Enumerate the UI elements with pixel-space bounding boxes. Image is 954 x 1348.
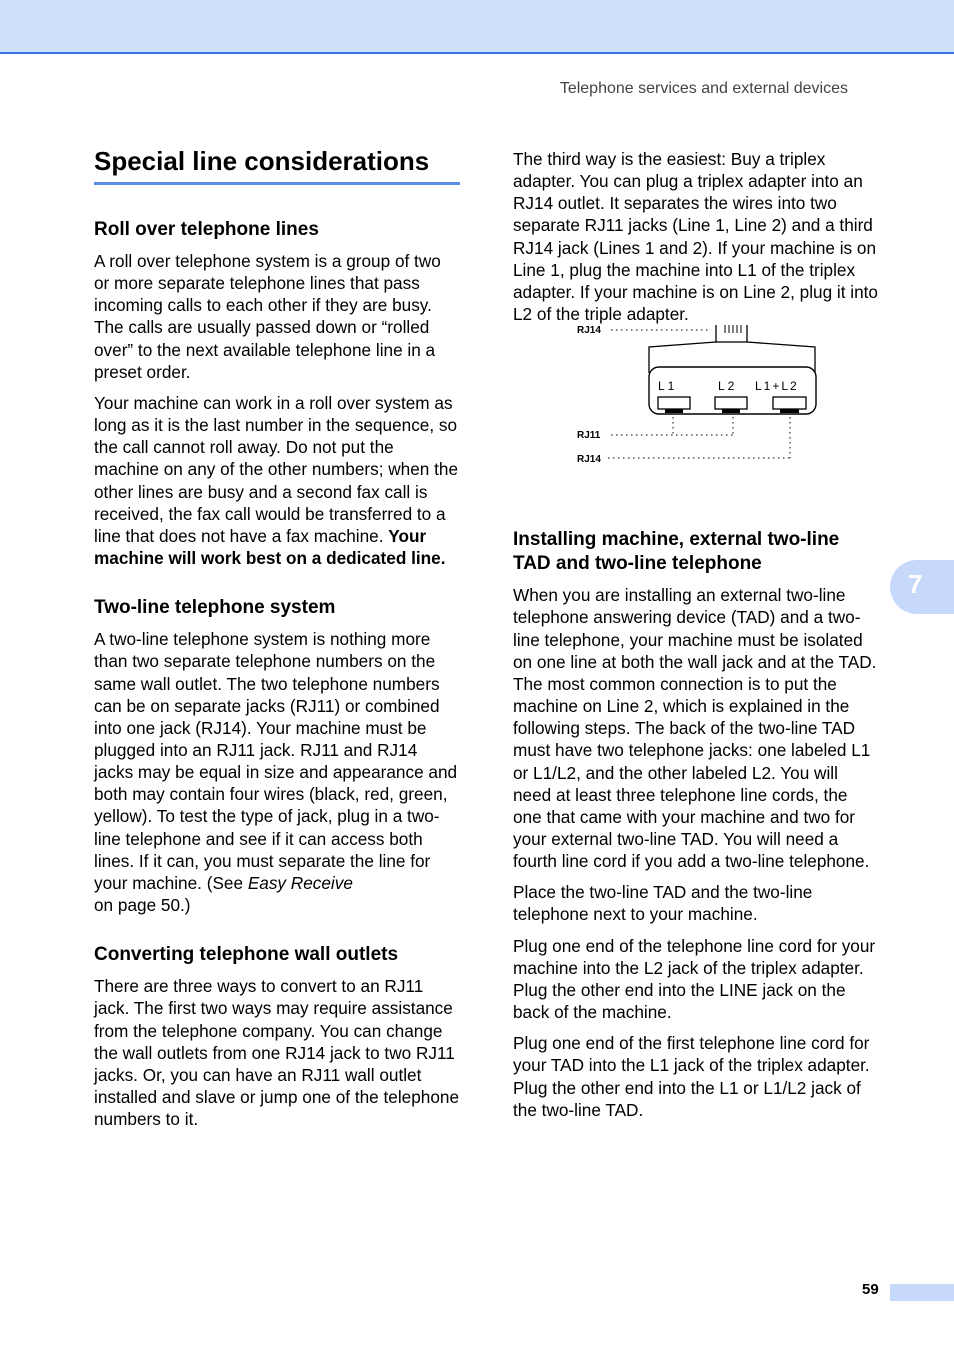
label-l1-l2: L1+L2 bbox=[755, 379, 799, 394]
port-l1-l2 bbox=[773, 397, 806, 409]
paragraph: Plug one end of the telephone line cord for your machine into the L2 jack of the triplex adapter. Plug the other end into the LINE jack on the back of the machine. bbox=[513, 935, 876, 1023]
paragraph bbox=[94, 392, 460, 569]
left-column bbox=[94, 142, 460, 1130]
triplex-adapter-figure bbox=[513, 325, 879, 520]
chapter-number: 7 bbox=[908, 569, 923, 599]
label-l1: L1 bbox=[658, 379, 678, 394]
port-l2 bbox=[715, 397, 747, 409]
chapter-tab bbox=[890, 560, 954, 614]
running-title: Telephone services and external devices bbox=[559, 80, 848, 97]
page-tab bbox=[890, 1284, 954, 1301]
section-heading-roll-over: Roll over telephone lines bbox=[94, 219, 319, 240]
paragraph: There are three ways to convert to an RJ11 jack. The first two ways may require assistance from the telephone company. You can change the wall outlets from one RJ14 jack to two RJ11 jacks. Or, you can have an RJ11 wall outlet installed and slave or jump one of the telephone numbers to it. bbox=[94, 976, 460, 1130]
label-rj14-top: RJ14 bbox=[577, 325, 601, 337]
page-number: 59 bbox=[862, 1281, 879, 1298]
paragraph-text: on page 50.) bbox=[94, 895, 191, 916]
section-heading-converting: Converting telephone wall outlets bbox=[94, 944, 399, 966]
paragraph: A roll over telephone system is a group of two or more separate telephone lines that pass incoming calls to each other if they are busy. The calls are usually passed down or “rolled over” to the next available telephone line in a preset order. bbox=[94, 251, 441, 382]
paragraph: When you are installing an external two-line telephone answering device (TAD) and a two-line telephone, your machine must be isolated on one line at both the wall jack and at the TAD. The most common connection is to put the machine on Line 2, which is explained in the following steps. The back of the two-line TAD must have two telephone jacks: one labeled L1 or L1/L2, and the other labeled L2. You will need at least three telephone line cords, the one that came with your machine and two for your external two-line TAD. You will need a fourth line cord if you add a two-line telephone. bbox=[513, 585, 877, 872]
paragraph-text: A two-line telephone system is nothing more than two separate telephone numbers on the same wall outlet. The two telephone numbers can be on separate jacks (RJ11) or combined into one jack (RJ14). Your machine must be plugged into an RJ11 jack. RJ11 and RJ14 jacks may be equal in size and appearance and both may contain four wires (black, red, green, yellow). To test the type of jack, plug in a two-line telephone and see if it can access both lines. If it can, you must separate the line for your machine. (See bbox=[94, 629, 458, 893]
label-rj11: RJ11 bbox=[577, 430, 601, 442]
label-l2: L2 bbox=[718, 379, 738, 394]
paragraph: Plug one end of the first telephone line cord for your TAD into the L1 jack of the triplex adapter. Plug the other end into the L1 or L1/L2 jack of the two-line TAD. bbox=[513, 1033, 870, 1120]
triplex-adapter-diagram bbox=[513, 325, 879, 520]
paragraph: Place the two-line TAD and the two-line telephone next to your machine. bbox=[513, 882, 813, 925]
label-rj14-bottom: RJ14 bbox=[577, 454, 601, 466]
section-heading-installing: Installing machine, external two-line TAD and two-line telephone bbox=[513, 529, 840, 575]
paragraph: The third way is the easiest: Buy a triplex adapter. You can plug a triplex adapter into an RJ14 outlet. It separates the wires into two separate RJ11 jacks (Line 1, Line 2) and a third RJ14 jack (Lines 1 and 2). If your machine is on Line 1, plug the machine into L1 of the triplex adapter. If your machine is on Line 2, plug it into L2 of the triple adapter. bbox=[513, 149, 878, 325]
cross-reference-link[interactable]: Easy Receive bbox=[247, 872, 353, 893]
page-title: Special line considerations bbox=[94, 142, 460, 185]
section-heading-two-line: Two-line telephone system bbox=[94, 597, 336, 619]
header-band bbox=[0, 0, 954, 54]
paragraph-text: Your machine can work in a roll over system as long as it is the last number in the sequence, so the call cannot roll away. Do not put the machine on any of the other numbers; when the other lines are busy and a second fax call is received, the fax call would be transferred to a line that does not have a fax machine. bbox=[94, 392, 459, 546]
paragraph bbox=[94, 628, 460, 916]
port-l1 bbox=[658, 397, 690, 409]
right-column bbox=[513, 148, 879, 1121]
bold-emphasis: Your machine will work best on a dedicated line. bbox=[94, 525, 446, 569]
